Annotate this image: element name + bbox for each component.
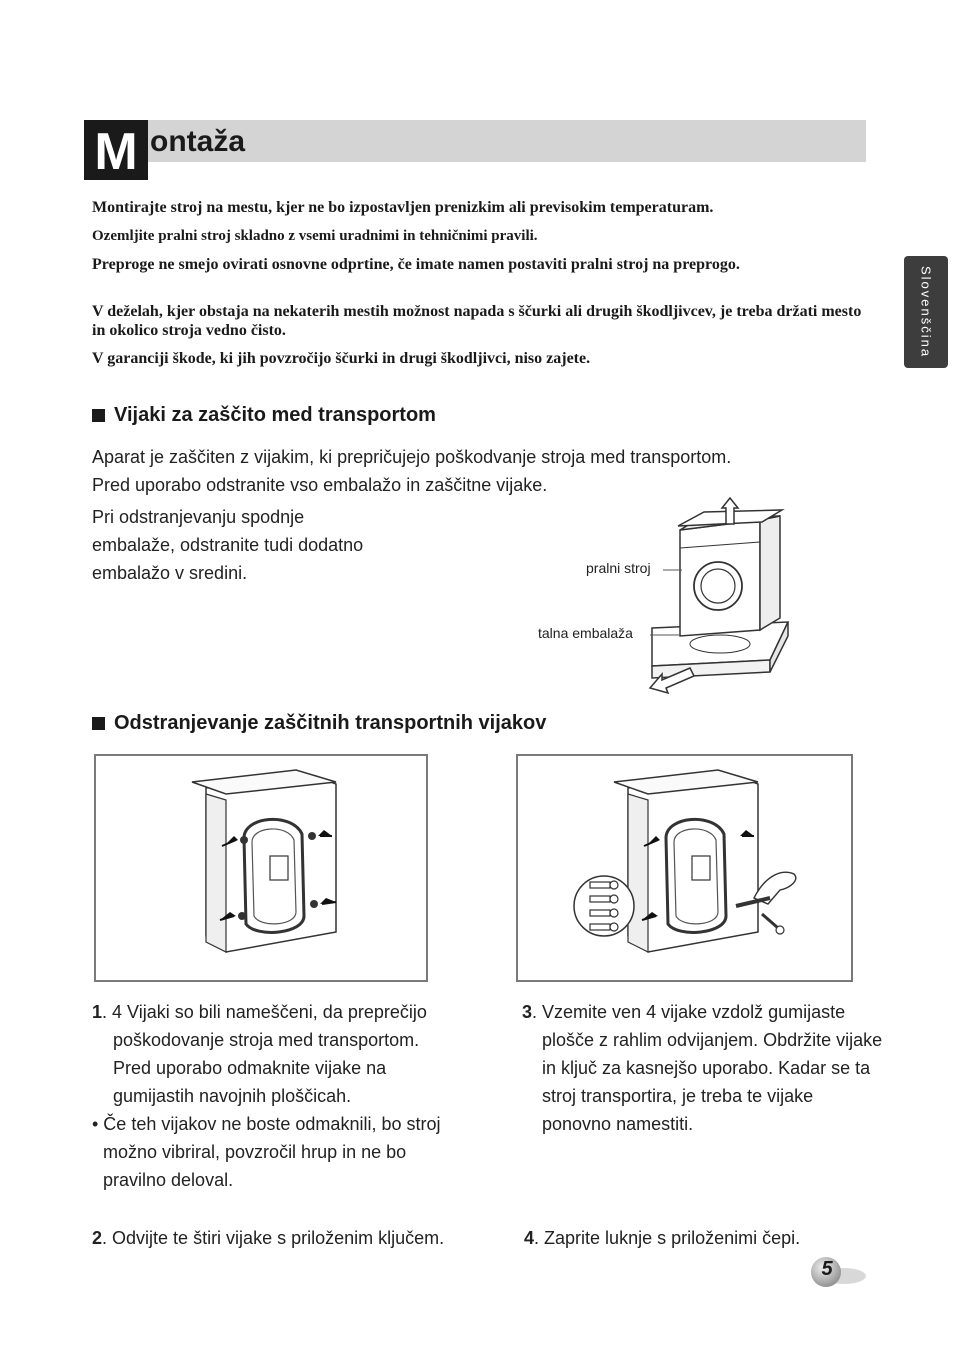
step-2-text: Odvijte te štiri vijake s priloženim ključem.: [112, 1228, 445, 1248]
step-2: 2. Odvijte te štiri vijake s priloženim ključem.: [92, 1228, 445, 1248]
step-1-text-1: 4 Vijaki so bili nameščeni, da preprečijo: [112, 1002, 427, 1022]
step-3-number: 3: [522, 1002, 533, 1022]
step-4: 4. Zaprite luknje s priloženimi čepi.: [524, 1228, 801, 1248]
section-heading-removing-screws: [92, 710, 546, 736]
intro-line-2: Pred uporabo odstranite vso embalažo in zaščitne vijake.: [92, 475, 548, 495]
step-1-note-1: • Če teh vijakov ne boste odmaknili, bo stroj: [92, 1114, 441, 1134]
washer-packaging-illustration: [530, 490, 800, 700]
packaging-line-1: Pri odstranjevanju spodnje: [92, 507, 305, 527]
step-3-line-4: stroj transportira, je treba te vijake: [542, 1086, 814, 1106]
packaging-line-2: embalaže, odstranite tudi dodatno: [92, 535, 364, 555]
bullet-square-icon: [92, 409, 105, 422]
figure-rear-bolts-frame: [94, 754, 428, 982]
warning-5: V garanciji škode, ki jih povzročijo ščurki in drugi škodljivci, niso zajete.: [92, 350, 591, 367]
step-3-text-1: Vzemite ven 4 vijake vzdolž gumijaste: [542, 1002, 846, 1022]
title-band: [148, 120, 866, 162]
step-3-line-5: ponovno namestiti.: [542, 1114, 694, 1134]
label-floor-packaging: talna embalaža: [538, 625, 633, 641]
page-title: ontaža: [150, 125, 246, 158]
step-1-note-3: pravilno deloval.: [103, 1170, 234, 1190]
intro-line-1: Aparat je zaščiten z vijakim, ki prepričujejo poškodvanje stroja med transportom.: [92, 447, 732, 467]
step-3-line-1: 3. Vzemite ven 4 vijake vzdolž gumijaste: [522, 1002, 846, 1022]
step-1-line-3: Pred uporabo odmaknite vijake na: [113, 1058, 387, 1078]
step-4-text: Zaprite luknje s priloženimi čepi.: [544, 1228, 801, 1248]
label-washing-machine: pralni stroj: [586, 560, 651, 576]
step-1-line-2: poškodovanje stroja med transportom.: [113, 1030, 420, 1050]
step-1-line-1: 1. 4 Vijaki so bili nameščeni, da preprečijo: [92, 1002, 427, 1022]
step-3-line-3: in ključ za kasnejšo uporabo. Kadar se ta: [542, 1058, 871, 1078]
step-1-number: 1: [92, 1002, 103, 1022]
step-1-note-2: možno vibriral, povzročil hrup in ne bo: [103, 1142, 407, 1162]
step-2-number: 2: [92, 1228, 103, 1248]
warning-4: V deželah, kjer obstaja na nekaterih mestih možnost napada s ščurki ali drugih škodljivcev, je treba držati mesto in okolico stroja vedno čisto.: [92, 303, 862, 339]
step-3-line-2: plošče z rahlim odvijanjem. Obdržite vijake: [542, 1030, 883, 1050]
language-tab-label: Slovenščina: [918, 265, 934, 359]
step-1-line-4: gumijastih navojnih ploščicah.: [113, 1086, 352, 1106]
removing-bolts-illustration: [518, 756, 851, 980]
section-heading-text: Odstranjevanje zaščitnih transportnih vijakov: [114, 712, 547, 734]
packaging-line-3: embalažo v sredini.: [92, 563, 248, 583]
title-initial: M: [84, 120, 148, 180]
warning-2: Ozemljite pralni stroj skladno z vsemi uradnimi in tehničnimi pravili.: [92, 228, 538, 244]
warning-3: Preproge ne smejo ovirati osnovne odprtine, če imate namen postaviti pralni stroj na preprogo.: [92, 256, 740, 273]
warning-1: Montirajte stroj na mestu, kjer ne bo izpostavljen prenizkim ali previsokim temperaturam.: [92, 199, 714, 216]
rear-bolts-illustration: [96, 756, 426, 980]
figure-removing-bolts-frame: [516, 754, 853, 982]
step-4-number: 4: [524, 1228, 535, 1248]
bullet-square-icon: [92, 717, 105, 730]
section-heading-text: Vijaki za zaščito med transportom: [114, 404, 436, 426]
page-number: 5: [821, 1258, 833, 1280]
section-heading-transport-screws: [92, 402, 436, 428]
